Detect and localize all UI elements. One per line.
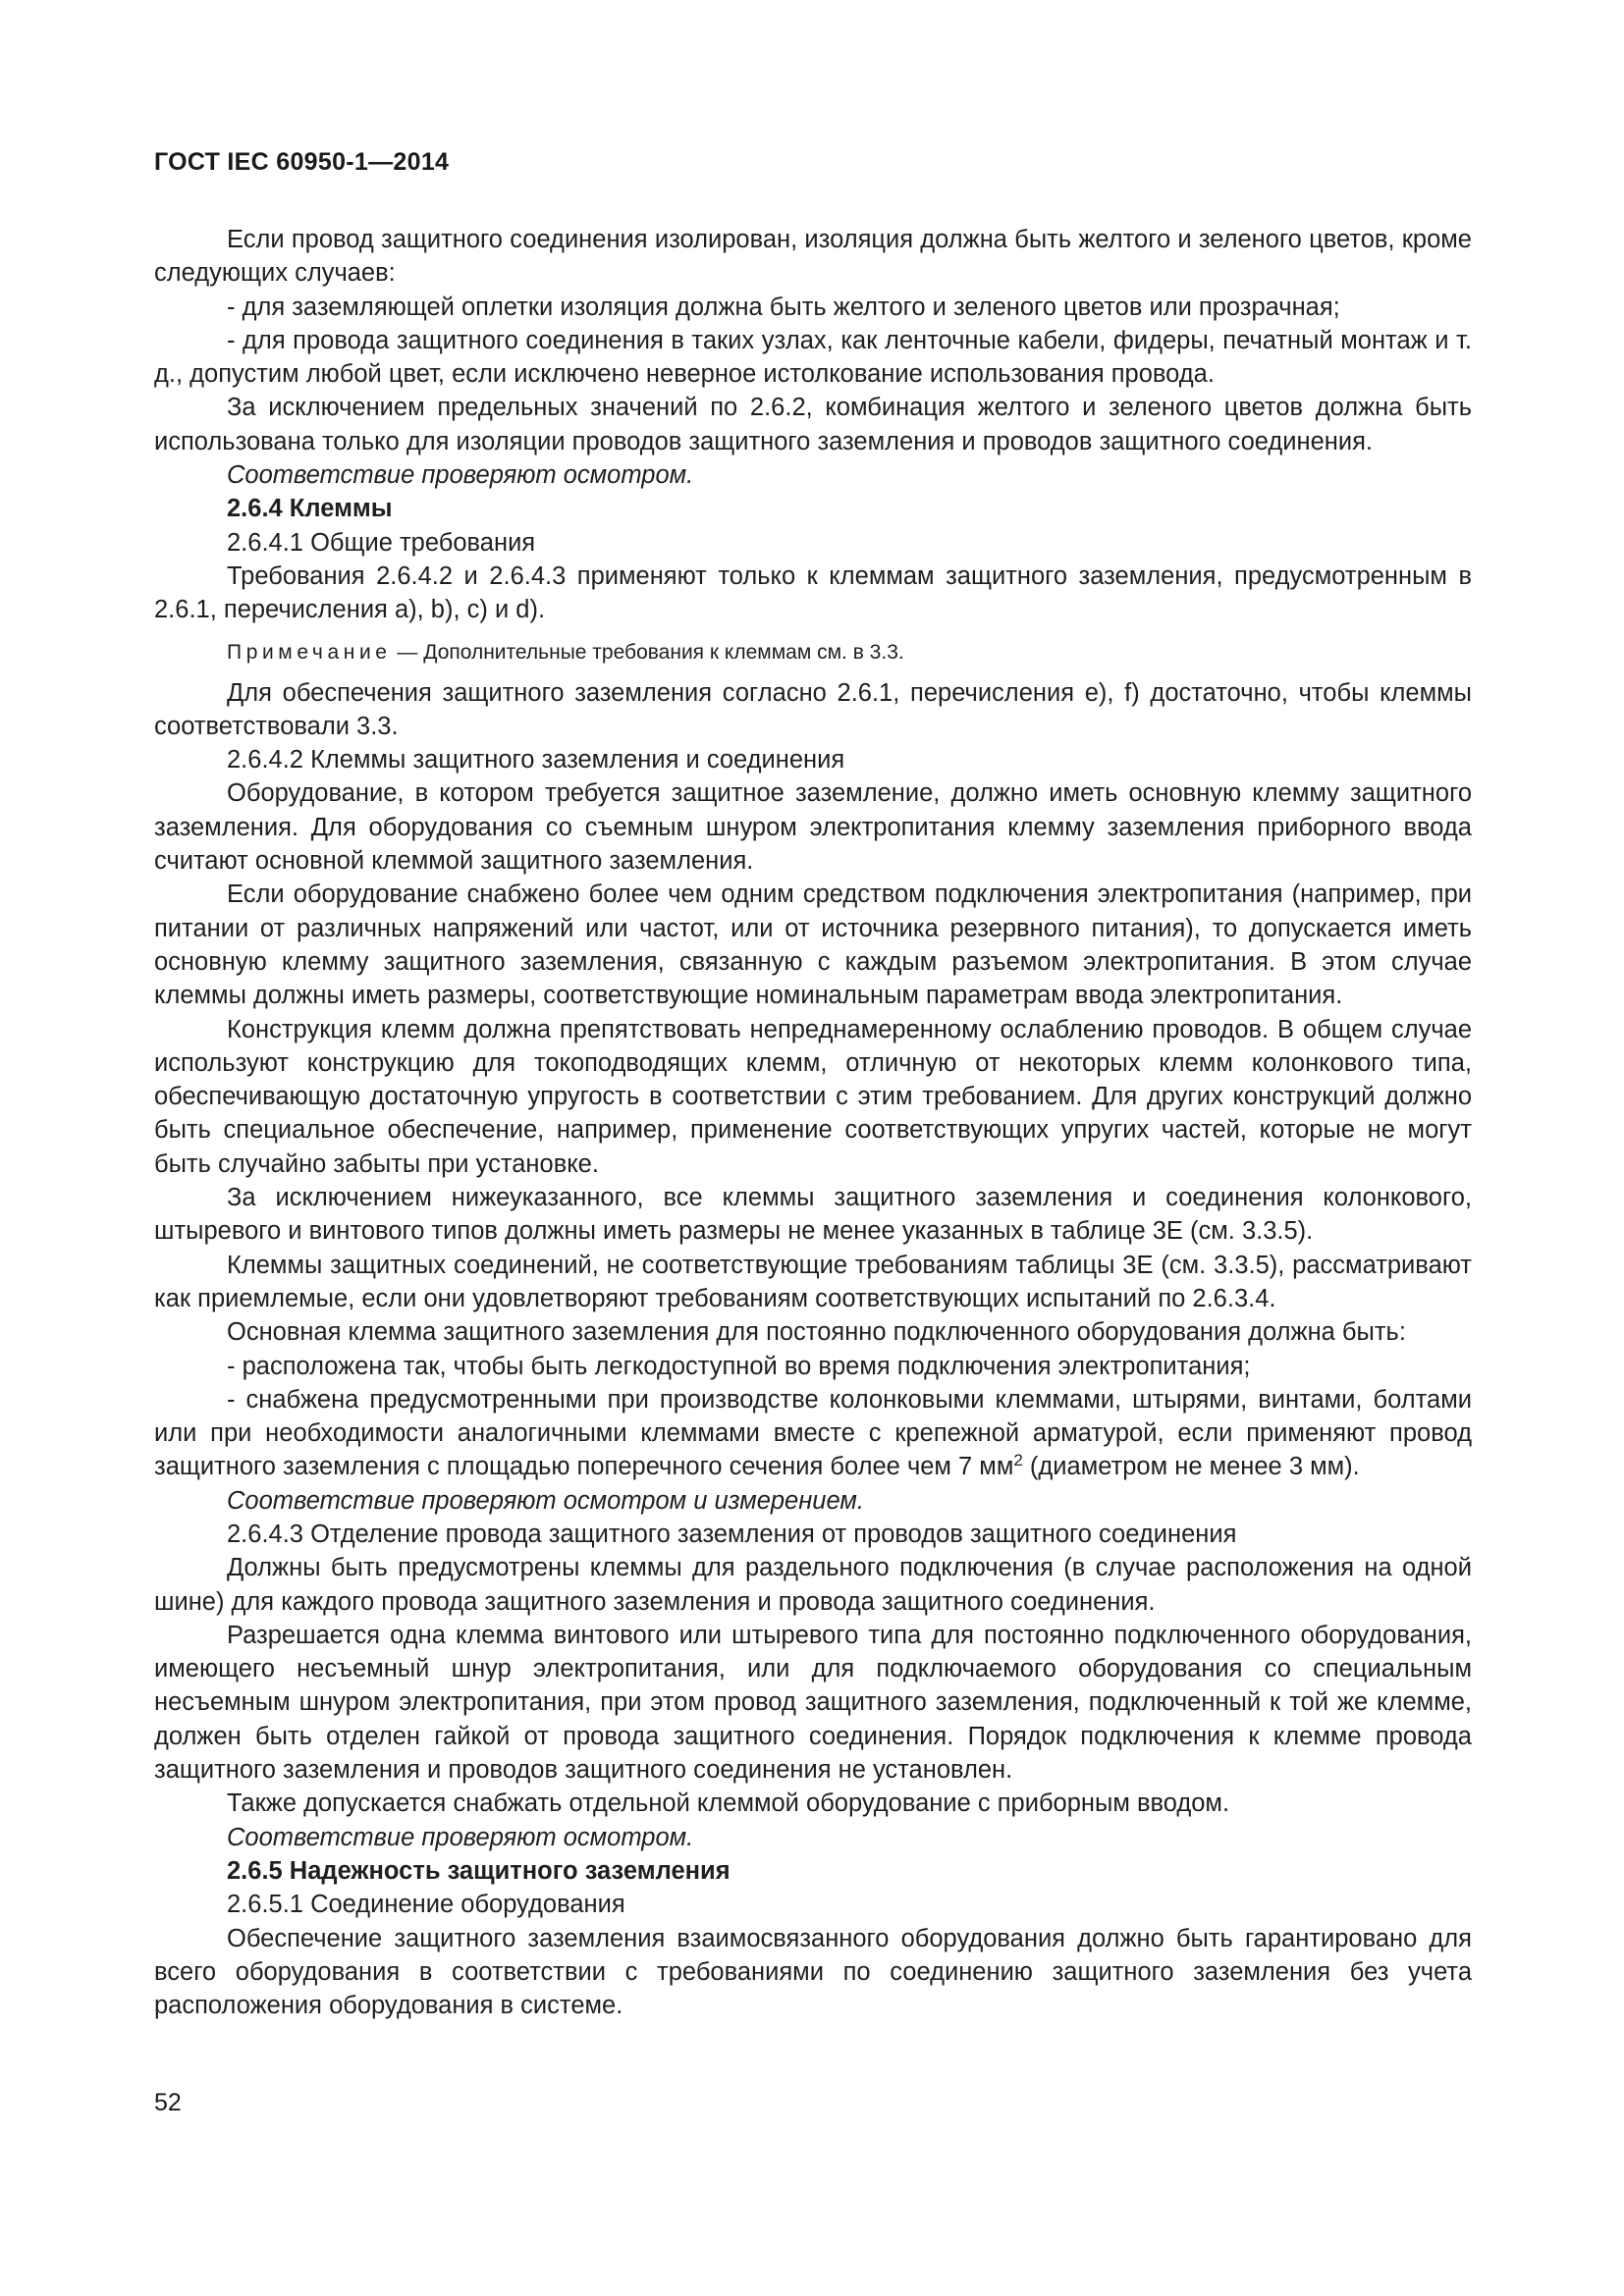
paragraph: Разрешается одна клемма винтового или штыревого типа для постоянно подключенного оборудования, имеющего несъемный шнур электропитания, или для подключаемого оборудования со специальным несъемным шнуром электропитания, при этом провод защитного заземления, подключенный к той же клемме, должен быть отделен гайкой от провода защитного соединения. Порядок подключения к клемме провода защитного заземления и проводов защитного соединения не установлен. bbox=[154, 1621, 1472, 1785]
paragraph: Для обеспечения защитного заземления согласно 2.6.1, перечисления e), f) достаточно, чтобы клеммы соответствовали 3.3. bbox=[154, 678, 1472, 740]
subsection-title: 2.6.4.2 Клеммы защитного заземления и соединения bbox=[227, 746, 845, 774]
list-item: - для заземляющей оплетки изоляция должна быть желтого и зеленого цветов или прозрачная; bbox=[227, 293, 1340, 321]
list-item: - расположена так, чтобы быть легкодоступной во время подключения электропитания; bbox=[227, 1352, 1251, 1380]
list-item-text-end: (диаметром не менее 3 мм). bbox=[1022, 1453, 1360, 1481]
subsection-title: 2.6.4.1 Общие требования bbox=[227, 528, 536, 557]
paragraph: Основная клемма защитного заземления для постоянно подключенного оборудования должна быть: bbox=[227, 1318, 1406, 1347]
subsection-title: 2.6.5.1 Соединение оборудования bbox=[227, 1891, 625, 1919]
paragraph: Клеммы защитных соединений, не соответствующие требованиям таблицы 3E (см. 3.3.5), рассматривают как приемлемые, если они удовлетворяют требованиям соответствующих испытаний по 2.6.3.4. bbox=[154, 1251, 1472, 1312]
paragraph: За исключением предельных значений по 2.6.2, комбинация желтого и зеленого цветов должна быть использована только для изоляции проводов защитного заземления и проводов защитного соединения. bbox=[154, 394, 1472, 455]
list-item-text: - снабжена предусмотренными при производстве колонковыми клеммами, штырями, винтами, болтами или при необходимости аналогичными клеммами вместе с крепежной арматурой, если применяют провод защитного заземления с площадью поперечного сечения более чем 7 мм bbox=[154, 1385, 1472, 1481]
paragraph: Также допускается снабжать отдельной клеммой оборудование с приборным вводом. bbox=[227, 1789, 1230, 1818]
section-heading: 2.6.4 Клеммы bbox=[227, 495, 393, 523]
subsection-title: 2.6.4.3 Отделение провода защитного заземления от проводов защитного соединения bbox=[227, 1520, 1237, 1548]
note-label: Примечание bbox=[227, 640, 392, 664]
list-item: - для провода защитного соединения в таких узлах, как ленточные кабели, фидеры, печатный монтаж и т. д., допустим любой цвет, если исключено неверное истолкование использования провода. bbox=[154, 326, 1472, 389]
document-body bbox=[154, 223, 1472, 2022]
paragraph: Если провод защитного соединения изолирован, изоляция должна быть желтого и зеленого цветов, кроме следующих случаев: bbox=[154, 226, 1472, 288]
paragraph: Требования 2.6.4.2 и 2.6.4.3 применяют только к клеммам защитного заземления, предусмотренным в 2.6.1, перечисления a), b), c) и d). bbox=[154, 561, 1472, 624]
note bbox=[154, 638, 1472, 667]
page-number: 52 bbox=[154, 2089, 182, 2116]
paragraph: Конструкция клемм должна препятствовать непреднамеренному ослаблению проводов. В общем случае используют конструкцию для токоподводящих клемм, отличную от некоторых клемм колонкового типа, обеспечивающую достаточную упругость в соответствии с этим требованием. Для других конструкций должно быть специальное обеспечение, например, применение соответствующих упругих частей, которые не могут быть случайно забыты при установке. bbox=[154, 1015, 1472, 1178]
compliance-note: Соответствие проверяют осмотром. bbox=[227, 461, 694, 490]
note-text: — Дополнительные требования к клеммам см. в 3.3. bbox=[391, 640, 904, 664]
paragraph: Оборудование, в котором требуется защитное заземление, должно иметь основную клемму защитного заземления. Для оборудования со съемным шнуром электропитания клемму заземления приборного ввода считают основной клеммой защитного заземления. bbox=[154, 779, 1472, 876]
paragraph: Должны быть предусмотрены клеммы для раздельного подключения (в случае расположения на одной шине) для каждого провода защитного заземления и провода защитного соединения. bbox=[154, 1554, 1472, 1616]
superscript: 2 bbox=[1013, 1451, 1023, 1470]
section-heading: 2.6.5 Надежность защитного заземления bbox=[227, 1856, 731, 1885]
compliance-note: Соответствие проверяют осмотром. bbox=[227, 1823, 694, 1851]
paragraph: Если оборудование снабжено более чем одним средством подключения электропитания (например, при питании от различных напряжений или частот, или от источника резервного питания), то допускается иметь основную клемму защитного заземления, связанную с каждым разъемом электропитания. В этом случае клеммы должны иметь размеры, соответствующие номинальным параметрам ввода электропитания. bbox=[154, 881, 1472, 1010]
document-header: ГОСТ IEC 60950-1—2014 bbox=[154, 148, 450, 176]
paragraph: За исключением нижеуказанного, все клеммы защитного заземления и соединения колонкового, штыревого и винтового типов должны иметь размеры не менее указанных в таблице 3E (см. 3.3.5). bbox=[154, 1184, 1472, 1246]
paragraph: Обеспечение защитного заземления взаимосвязанного оборудования должно быть гарантировано для всего оборудования в соответствии с требованиями по соединению защитного заземления без учета расположения оборудования в системе. bbox=[154, 1924, 1472, 2020]
list-item bbox=[154, 1383, 1472, 1484]
compliance-note: Соответствие проверяют осмотром и измерением. bbox=[227, 1486, 864, 1515]
